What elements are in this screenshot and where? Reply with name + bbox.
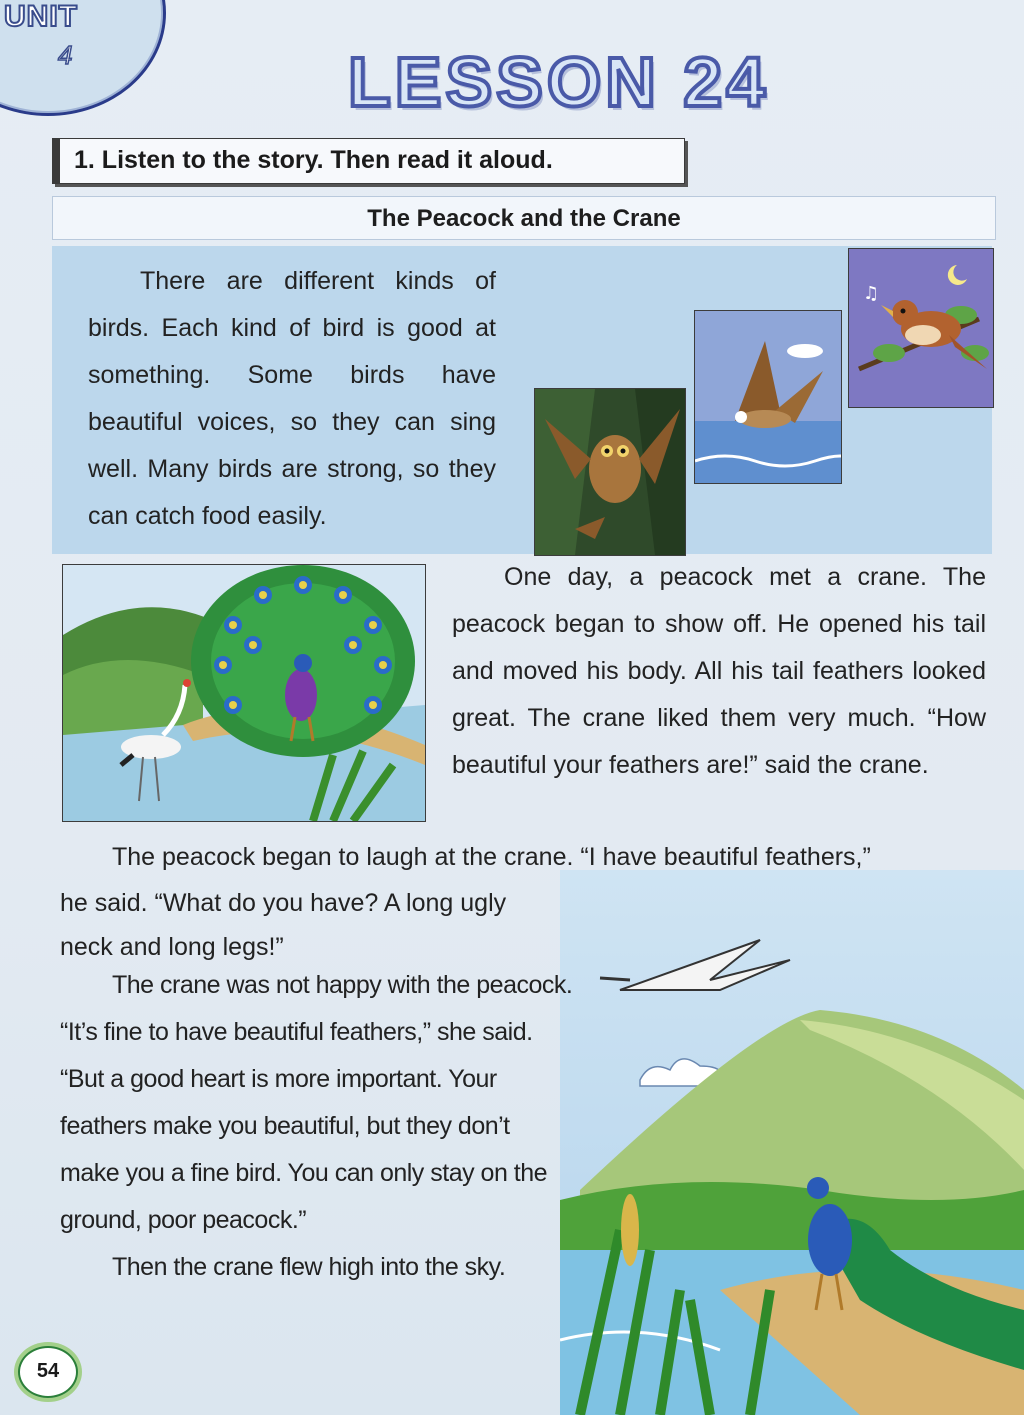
- story-paragraph-4: [60, 962, 612, 1291]
- paragraph-4-line-3: “But a good heart is more important. Your: [60, 1065, 497, 1093]
- lesson-title: LESSON 24: [348, 43, 770, 121]
- paragraph-4-line-5: make you a fine bird. You can only stay on the: [60, 1159, 548, 1187]
- nightingale-illustration: [848, 248, 994, 408]
- paragraph-4-line-2: “It’s fine to have beautiful feathers,” she said.: [60, 1018, 533, 1046]
- story-paragraph-3: [60, 834, 990, 969]
- paragraph-3-line-1: The peacock began to laugh at the crane. “I have beautiful feathers,”: [112, 843, 871, 871]
- story-paragraph-2: One day, a peacock met a crane. The peacock began to show off. He opened his tail and moved his body. All his tail feathers looked great. The crane liked them very much. “How beautiful your feathers are!” said the crane.: [452, 563, 986, 779]
- paragraph-4-line-7: Then the crane flew high into the sky.: [112, 1253, 506, 1281]
- paragraph-3-line-2: he said. “What do you have? A long ugly: [60, 889, 507, 917]
- owl-illustration: [534, 388, 686, 556]
- paragraph-4-line-6: ground, poor peacock.”: [60, 1206, 307, 1234]
- paragraph-4-line-4: feathers make you beautiful, but they don’t: [60, 1112, 510, 1140]
- exercise-instruction: [52, 138, 685, 184]
- paragraph-3-line-3: neck and long legs!”: [60, 933, 284, 961]
- story-title: The Peacock and the Crane: [367, 205, 681, 232]
- page-number-badge: [18, 1346, 78, 1398]
- eagle-illustration: [694, 310, 842, 484]
- intro-paragraph: There are different kinds of birds. Each kind of bird is good at something. Some birds have beautiful voices, so they can sing well. Many birds are strong, so they can catch food easily.: [88, 267, 496, 530]
- unit-label: UNIT: [4, 0, 78, 33]
- unit-number: 4: [58, 40, 73, 70]
- story-title-bar: [52, 196, 996, 240]
- peacock-and-crane-illustration: [62, 564, 426, 822]
- instruction-text: 1. Listen to the story. Then read it aloud.: [74, 146, 553, 174]
- svg-text:♫: ♫: [863, 283, 880, 304]
- page-number: 54: [36, 1360, 60, 1382]
- paragraph-4-line-1: The crane was not happy with the peacock.: [112, 971, 573, 999]
